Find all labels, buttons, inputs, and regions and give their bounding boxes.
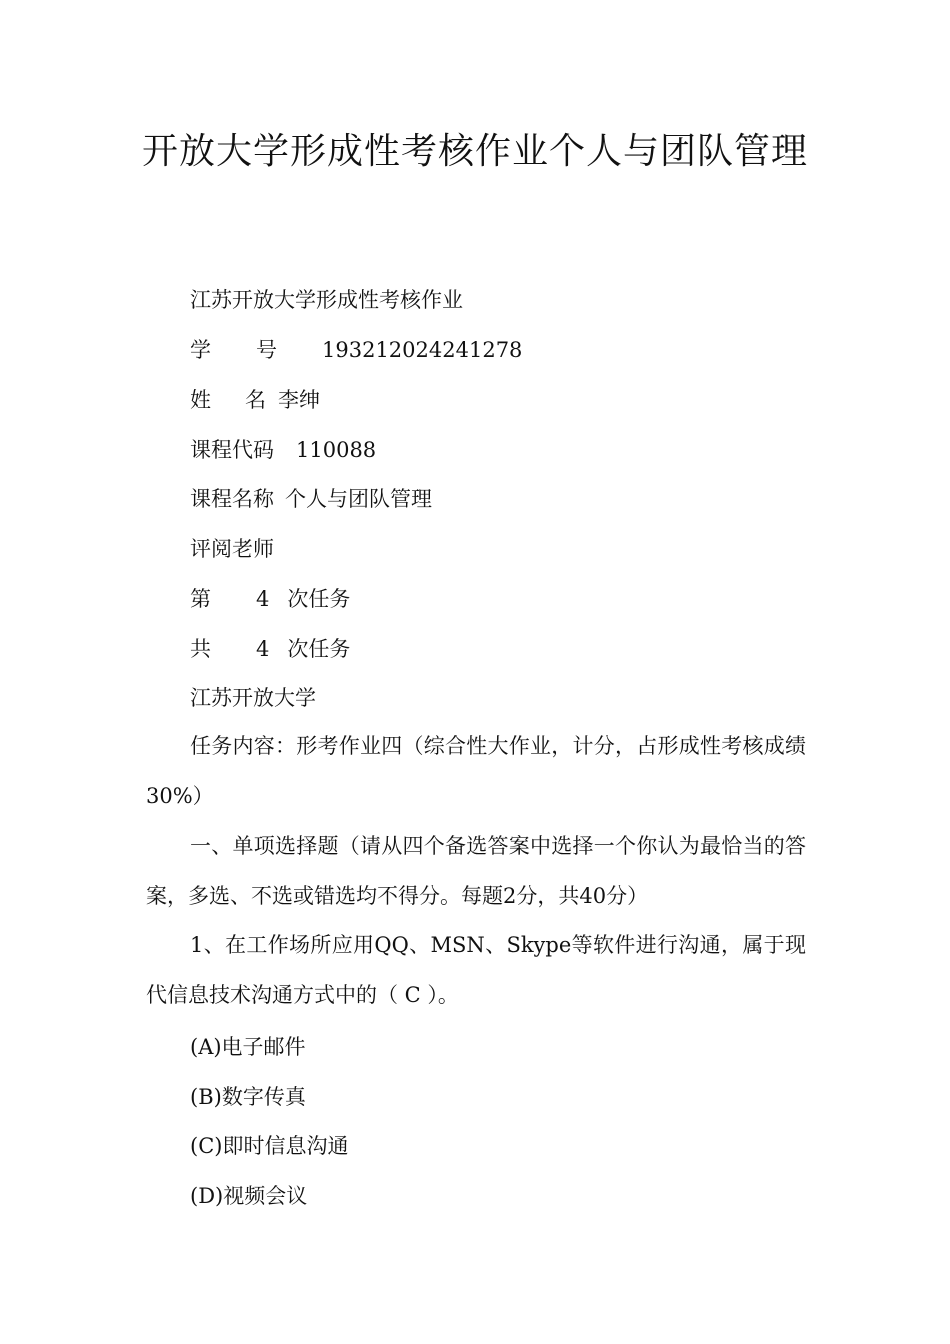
task-total-row — [190, 636, 350, 662]
task-total-value: 4 — [256, 637, 270, 661]
option-b: (B)数字传真 — [190, 1085, 306, 1109]
course-code-label: 课程代码 — [190, 438, 274, 462]
university-name: 江苏开放大学 — [190, 686, 316, 710]
question-1-paragraph: 1、在工作场所应用QQ、MSN、Skype等软件进行沟通，属于现代信息技术沟通方式中的（ C ）。 — [146, 933, 806, 1007]
task-total-label-1: 共 — [190, 637, 211, 661]
course-code-value: 110088 — [296, 438, 377, 462]
task-number-value: 4 — [256, 587, 270, 611]
student-id-label-1: 学 — [190, 338, 211, 362]
task-total-label-2: 次任务 — [287, 637, 351, 661]
document-title: 开放大学形成性考核作业个人与团队管理 — [141, 131, 808, 172]
name-value: 李绅 — [278, 388, 320, 412]
name-label-1: 姓 — [190, 388, 211, 412]
course-name-label: 课程名称 — [190, 487, 274, 511]
reviewer-row: 评阅老师 — [190, 537, 274, 561]
info-header: 江苏开放大学形成性考核作业 — [190, 288, 463, 312]
section-one-paragraph: 一、单项选择题（请从四个备选答案中选择一个你认为最恰当的答案，多选、不选或错选均不得分。每题2分，共40分） — [146, 834, 806, 908]
course-name-row — [190, 486, 432, 512]
task-number-row — [190, 586, 350, 612]
name-row — [190, 387, 320, 413]
task-number-label-2: 次任务 — [287, 587, 351, 611]
task-number-label-1: 第 — [190, 587, 211, 611]
course-code-row — [190, 437, 376, 463]
option-c: (C)即时信息沟通 — [190, 1134, 349, 1158]
task-content-paragraph: 任务内容：形考作业四（综合性大作业，计分，占形成性考核成绩30%） — [146, 734, 806, 808]
option-d: (D)视频会议 — [190, 1184, 308, 1208]
course-name-value: 个人与团队管理 — [285, 487, 432, 511]
option-a: (A)电子邮件 — [190, 1035, 306, 1059]
student-id-label-2: 号 — [256, 338, 277, 362]
name-label-2: 名 — [245, 388, 266, 412]
student-id-value: 193212024241278 — [322, 338, 523, 362]
student-id-row — [190, 337, 522, 363]
